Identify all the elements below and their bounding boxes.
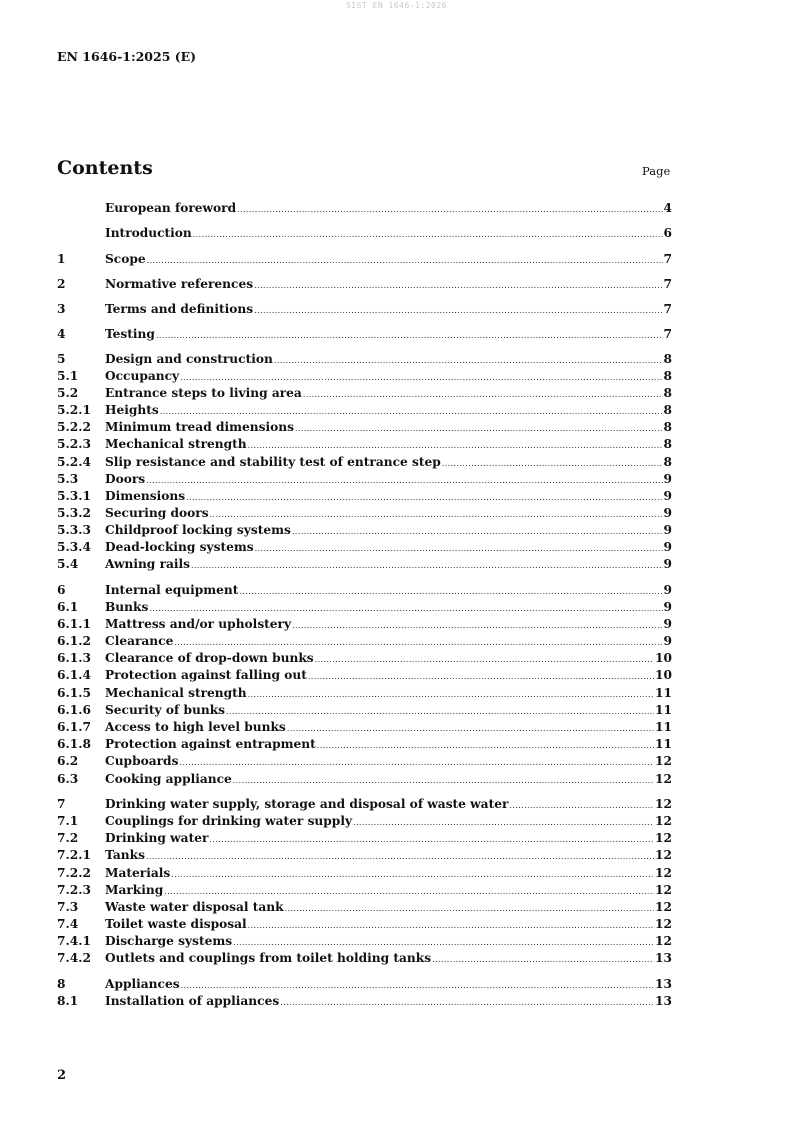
toc-entry-page: 8 (663, 455, 672, 469)
toc-entry-number: 5.3.4 (57, 540, 91, 554)
toc-entry-page: 13 (655, 994, 672, 1008)
toc-entry[interactable] (57, 369, 672, 385)
toc-entry-number: 5.2 (57, 386, 79, 400)
toc-entry-title: Childproof locking systems (105, 523, 291, 537)
toc-entry-number: 7.4 (57, 917, 79, 931)
toc-entry-number: 5.3 (57, 472, 79, 486)
toc-entry-number: 5.3.2 (57, 506, 91, 520)
toc-entry-page: 9 (663, 617, 672, 631)
toc-entry-page: 13 (655, 977, 672, 991)
toc-leader-dots (287, 724, 654, 733)
toc-entry-page: 9 (663, 523, 672, 537)
toc-entry-page: 12 (655, 814, 672, 828)
toc-entry-title: Bunks (105, 600, 149, 614)
toc-entry-number: 6.1.5 (57, 686, 91, 700)
toc-entry-number: 7.2.2 (57, 866, 91, 880)
toc-entry-title: Heights (105, 403, 159, 417)
toc-leader-dots (174, 638, 662, 647)
document-id: EN 1646-1:2025 (E) (57, 49, 197, 64)
toc-entry-page: 12 (655, 866, 672, 880)
toc-entry-title: European foreword (105, 201, 237, 215)
toc-entry-page: 11 (655, 737, 672, 751)
toc-entry-page: 6 (663, 226, 672, 240)
toc-leader-dots (209, 835, 654, 844)
toc-entry-title: Drinking water (105, 831, 209, 845)
toc-entry-number: 6.2 (57, 754, 79, 768)
toc-entry-page: 8 (663, 437, 672, 451)
toc-entry-title: Protection against falling out (105, 668, 307, 682)
toc-entry-title: Dimensions (105, 489, 186, 503)
toc-entry[interactable] (57, 557, 672, 573)
toc-entry-page: 12 (655, 797, 672, 811)
toc-entry[interactable] (57, 797, 672, 813)
toc-leader-dots (237, 205, 662, 214)
toc-entry[interactable] (57, 455, 672, 471)
toc-leader-dots (442, 459, 663, 468)
toc-leader-dots (146, 852, 654, 861)
toc-entry[interactable] (57, 437, 672, 453)
toc-entry-number: 3 (57, 302, 66, 316)
toc-entry-number: 7.2 (57, 831, 79, 845)
toc-entry-number: 1 (57, 252, 66, 266)
toc-entry-title: Dead-locking systems (105, 540, 254, 554)
toc-entry-title: Materials (105, 866, 171, 880)
toc-leader-dots (254, 281, 662, 290)
toc-entry-number: 4 (57, 327, 66, 341)
toc-entry-title: Couplings for drinking water supply (105, 814, 353, 828)
toc-entry[interactable] (57, 668, 672, 684)
toc-leader-dots (239, 587, 662, 596)
toc-entry-title: Security of bunks (105, 703, 226, 717)
toc-entry-title: Appliances (105, 977, 180, 991)
toc-entry-title: Terms and definitions (105, 302, 254, 316)
toc-entry-title: Mechanical strength (105, 686, 247, 700)
toc-entry-number: 7 (57, 797, 66, 811)
toc-entry-title: Discharge systems (105, 934, 233, 948)
toc-leader-dots (303, 390, 663, 399)
toc-entry-page: 9 (663, 583, 672, 597)
toc-leader-dots (432, 955, 654, 964)
toc-entry[interactable] (57, 352, 672, 368)
toc-entry-page: 10 (655, 668, 672, 682)
toc-entry[interactable] (57, 866, 672, 882)
toc-entry-page: 9 (663, 634, 672, 648)
toc-entry-title: Mechanical strength (105, 437, 247, 451)
toc-entry-page: 7 (663, 302, 672, 316)
watermark: SIST EN 1646-1:2026 (345, 1, 447, 10)
toc-entry-number: 5.2.4 (57, 455, 91, 469)
toc-entry-title: Design and construction (105, 352, 273, 366)
toc-leader-dots (156, 331, 663, 340)
toc-entry[interactable] (57, 703, 672, 719)
toc-leader-dots (160, 407, 663, 416)
toc-leader-dots (509, 801, 654, 810)
toc-leader-dots (308, 672, 654, 681)
toc-entry-page: 8 (663, 420, 672, 434)
toc-leader-dots (280, 998, 654, 1007)
toc-entry[interactable] (57, 848, 672, 864)
toc-entry-number: 5.3.1 (57, 489, 91, 503)
toc-entry[interactable] (57, 994, 672, 1010)
toc-entry-number: 8.1 (57, 994, 79, 1008)
toc-entry[interactable] (57, 472, 672, 488)
toc-entry-title: Mattress and/or upholstery (105, 617, 292, 631)
toc-leader-dots (186, 493, 662, 502)
toc-entry[interactable] (57, 403, 672, 419)
toc-entry-number: 6.1.1 (57, 617, 91, 631)
toc-leader-dots (146, 476, 662, 485)
toc-entry[interactable] (57, 883, 672, 899)
toc-entry-number: 8 (57, 977, 66, 991)
toc-entry-number: 6 (57, 583, 66, 597)
toc-leader-dots (353, 818, 654, 827)
page-title: Contents (57, 157, 153, 179)
toc-entry-title: Awning rails (105, 557, 191, 571)
toc-entry[interactable] (57, 327, 672, 343)
toc-entry[interactable] (57, 540, 672, 556)
toc-entry-number: 5.2.3 (57, 437, 91, 451)
toc-entry-number: 5.1 (57, 369, 79, 383)
toc-entry[interactable] (57, 226, 672, 242)
toc-entry-page: 12 (655, 883, 672, 897)
toc-entry-number: 5.2.1 (57, 403, 91, 417)
toc-entry[interactable] (57, 720, 672, 736)
toc-entry-number: 6.1.8 (57, 737, 91, 751)
toc-leader-dots (315, 655, 654, 664)
toc-entry-page: 9 (663, 557, 672, 571)
toc-entry-title: Toilet waste disposal (105, 917, 247, 931)
toc-entry-title: Protection against entrapment (105, 737, 316, 751)
toc-leader-dots (248, 921, 654, 930)
toc-entry-page: 12 (655, 831, 672, 845)
toc-entry-title: Tanks (105, 848, 145, 862)
toc-entry-title: Minimum tread dimensions (105, 420, 294, 434)
toc-entry-title: Occupancy (105, 369, 180, 383)
toc-entry-number: 7.4.2 (57, 951, 91, 965)
toc-entry[interactable] (57, 420, 672, 436)
toc-entry[interactable] (57, 302, 672, 318)
toc-entry-number: 7.2.1 (57, 848, 91, 862)
toc-entry[interactable] (57, 934, 672, 950)
toc-entry-title: Scope (105, 252, 146, 266)
toc-entry[interactable] (57, 900, 672, 916)
toc-entry-number: 5.2.2 (57, 420, 91, 434)
toc-leader-dots (179, 758, 654, 767)
toc-entry-title: Drinking water supply, storage and disposal of waste water (105, 797, 509, 811)
toc-entry-title: Doors (105, 472, 146, 486)
toc-leader-dots (292, 527, 663, 536)
footer-page-number: 2 (57, 1068, 67, 1083)
toc-leader-dots (171, 870, 654, 879)
toc-entry[interactable] (57, 523, 672, 539)
toc-entry-title: Testing (105, 327, 155, 341)
toc-entry-page: 10 (655, 651, 672, 665)
toc-entry-title: Introduction (105, 226, 192, 240)
page-column-label: Page (642, 164, 671, 178)
toc-entry-title: Internal equipment (105, 583, 239, 597)
toc-entry-title: Access to high level bunks (105, 720, 286, 734)
toc-leader-dots (233, 776, 654, 785)
toc-entry-page: 12 (655, 848, 672, 862)
toc-leader-dots (193, 230, 663, 239)
toc-entry-page: 8 (663, 386, 672, 400)
toc-entry-title: Securing doors (105, 506, 209, 520)
toc-entry-page: 11 (655, 686, 672, 700)
toc-leader-dots (317, 741, 654, 750)
toc-entry-page: 11 (655, 720, 672, 734)
toc-entry-page: 9 (663, 472, 672, 486)
toc-entry-page: 8 (663, 369, 672, 383)
toc-entry[interactable] (57, 277, 672, 293)
toc-leader-dots (233, 938, 654, 947)
toc-entry-number: 7.1 (57, 814, 79, 828)
toc-entry-number: 2 (57, 277, 66, 291)
toc-entry-number: 6.1.4 (57, 668, 91, 682)
toc-entry[interactable] (57, 814, 672, 830)
toc-entry[interactable] (57, 772, 672, 788)
toc-leader-dots (295, 424, 663, 433)
toc-entry-page: 4 (663, 201, 672, 215)
toc-entry-page: 12 (655, 900, 672, 914)
toc-entry-page: 9 (663, 506, 672, 520)
toc-entry-number: 5.4 (57, 557, 79, 571)
toc-entry-number: 5 (57, 352, 66, 366)
toc-leader-dots (181, 981, 654, 990)
toc-leader-dots (210, 510, 663, 519)
toc-entry-number: 6.3 (57, 772, 79, 786)
toc-entry-page: 8 (663, 403, 672, 417)
toc-entry-page: 11 (655, 703, 672, 717)
toc-leader-dots (149, 604, 662, 613)
toc-entry-title: Cupboards (105, 754, 179, 768)
toc-entry[interactable] (57, 201, 672, 217)
toc-leader-dots (292, 621, 662, 630)
toc-entry-page: 9 (663, 600, 672, 614)
toc-leader-dots (191, 561, 663, 570)
toc-entry-page: 12 (655, 772, 672, 786)
toc-entry-title: Normative references (105, 277, 254, 291)
toc-entry-title: Marking (105, 883, 164, 897)
toc-entry[interactable] (57, 252, 672, 268)
toc-entry-title: Installation of appliances (105, 994, 280, 1008)
toc-leader-dots (274, 356, 663, 365)
toc-entry-number: 7.2.3 (57, 883, 91, 897)
toc-entry-page: 8 (663, 352, 672, 366)
toc-leader-dots (285, 904, 654, 913)
toc-entry-page: 12 (655, 754, 672, 768)
toc-leader-dots (164, 887, 654, 896)
toc-entry-title: Clearance of drop-down bunks (105, 651, 314, 665)
toc-entry-page: 7 (663, 327, 672, 341)
toc-entry-page: 9 (663, 489, 672, 503)
toc-leader-dots (248, 690, 654, 699)
toc-entry-title: Clearance (105, 634, 174, 648)
toc-entry-page: 12 (655, 917, 672, 931)
toc-entry-number: 7.4.1 (57, 934, 91, 948)
toc-entry[interactable] (57, 917, 672, 933)
toc-entry-number: 6.1.6 (57, 703, 91, 717)
toc-entry[interactable] (57, 651, 672, 667)
toc-entry-page: 13 (655, 951, 672, 965)
toc-entry-page: 12 (655, 934, 672, 948)
toc-entry-page: 9 (663, 540, 672, 554)
toc-entry-title: Waste water disposal tank (105, 900, 284, 914)
toc-leader-dots (180, 373, 662, 382)
toc-leader-dots (254, 306, 662, 315)
toc-entry-number: 6.1.7 (57, 720, 91, 734)
toc-leader-dots (248, 441, 663, 450)
toc-leader-dots (147, 256, 663, 265)
toc-entry[interactable] (57, 754, 672, 770)
toc-entry[interactable] (57, 617, 672, 633)
toc-leader-dots (255, 544, 663, 553)
toc-entry[interactable] (57, 977, 672, 993)
toc-entry[interactable] (57, 506, 672, 522)
toc-entry[interactable] (57, 951, 672, 967)
toc-entry-title: Cooking appliance (105, 772, 232, 786)
toc-entry-number: 6.1.3 (57, 651, 91, 665)
toc-entry-number: 7.3 (57, 900, 79, 914)
toc-entry-number: 6.1 (57, 600, 79, 614)
toc-entry-number: 5.3.3 (57, 523, 91, 537)
toc-entry-title: Outlets and couplings from toilet holding tanks (105, 951, 432, 965)
toc-entry[interactable] (57, 583, 672, 599)
toc-leader-dots (226, 707, 654, 716)
toc-entry[interactable] (57, 686, 672, 702)
toc-entry-page: 7 (663, 277, 672, 291)
toc-entry-page: 7 (663, 252, 672, 266)
toc-entry[interactable] (57, 600, 672, 616)
toc-entry[interactable] (57, 634, 672, 650)
toc-entry[interactable] (57, 386, 672, 402)
toc-entry[interactable] (57, 737, 672, 753)
toc-entry[interactable] (57, 489, 672, 505)
toc-entry-title: Slip resistance and stability test of entrance step (105, 455, 441, 469)
toc-entry-number: 6.1.2 (57, 634, 91, 648)
toc-entry[interactable] (57, 831, 672, 847)
toc-entry-title: Entrance steps to living area (105, 386, 302, 400)
